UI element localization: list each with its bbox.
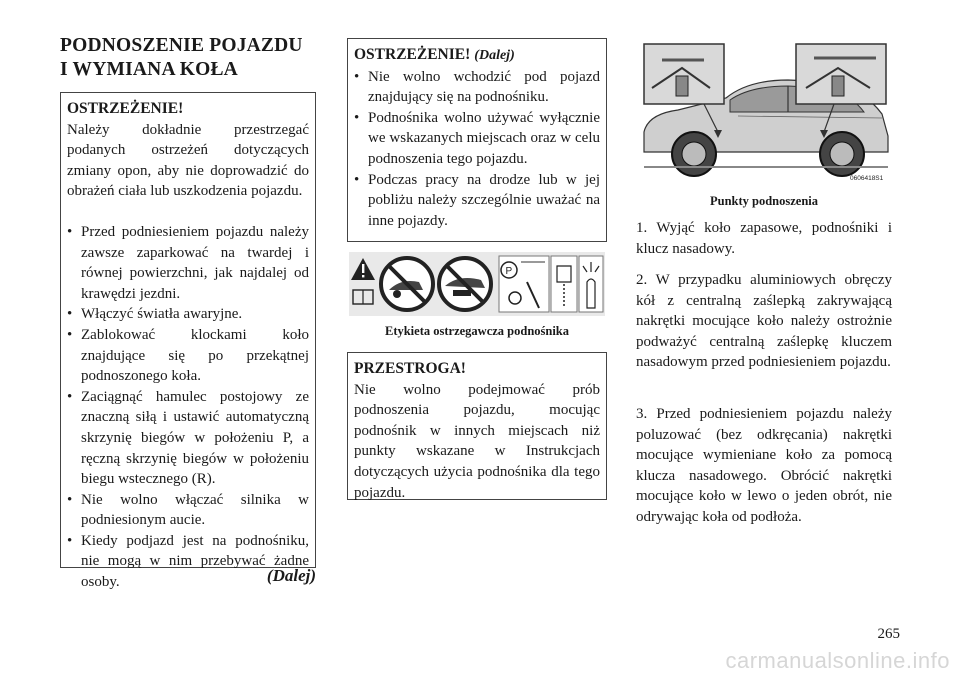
page-title bbox=[60, 34, 322, 82]
label-caption: Etykieta ostrzegawcza podnośnika bbox=[384, 324, 570, 338]
warning-item: • Nie wolno wchodzić pod pojazd znajdujący się na podnośniku. bbox=[354, 67, 600, 108]
figure-code: 0606418S1 bbox=[850, 175, 884, 182]
watermark: carmanualsonline.info bbox=[725, 648, 950, 673]
warning-heading: OSTRZEŻENIE! bbox=[67, 100, 184, 117]
warning-item: • Nie wolno włączać silnika w podniesionym aucie. bbox=[67, 490, 309, 531]
page-number: 265 bbox=[877, 626, 900, 642]
warning-item: • Podczas pracy na drodze lub w jej pobliżu należy szczególnie uważać na inne pojazdy. bbox=[354, 170, 600, 232]
hand-pointer-icon bbox=[579, 256, 603, 312]
lift-point-icon bbox=[551, 256, 577, 312]
step-2: 2. W przypadku aluminiowych obręczy kół z centralną zaślepką zakrywającą nakrętki mocujące koło należy ostrożnie podważyć centralną zaślepkę kluczem nasadowym przed podniesieniem pojazdu. bbox=[636, 272, 892, 371]
jack-position-icon bbox=[499, 256, 549, 312]
warning-item: • Zaciągnąć hamulec postojowy ze znaczną siłą i ustawić automatyczną skrzynię biegów w położeniu P, a ręczną skrzynię biegów w położeniu biegu wstecznego (R). bbox=[67, 387, 309, 490]
jacking-points-figure bbox=[638, 40, 892, 190]
warning-item: • Podnośnika wolno używać wyłącznie we wskazanych miejscach oraz w celu podnoszenia tego pojazdu. bbox=[354, 108, 600, 170]
warning-continued-box bbox=[347, 38, 607, 242]
title-line-2: I WYMIANA KOŁA bbox=[60, 59, 238, 80]
warning-item: • Kiedy podjazd jest na podnośniku, nie mogą w nim przebywać żadne osoby. bbox=[67, 531, 309, 593]
svg-text:P: P bbox=[505, 266, 513, 277]
warning-item: • Zablokować klockami koło znajdujące się po przekątnej podnoszonego koła. bbox=[67, 325, 309, 387]
warning-continued-title: OSTRZEŻENIE! bbox=[354, 46, 471, 63]
continued-label: (Dalej) bbox=[266, 566, 316, 585]
warning-item: • Włączyć światła awaryjne. bbox=[67, 304, 309, 325]
figure-caption: Punkty podnoszenia bbox=[709, 194, 819, 208]
warning-continued-tag: (Dalej) bbox=[474, 48, 515, 63]
no-person-under-jacked-car-icon bbox=[439, 258, 491, 310]
caution-box bbox=[347, 352, 607, 500]
warning-list bbox=[67, 222, 309, 593]
step-1: 1. Wyjąć koło zapasowe, podnośniki i klucz nasadowy. bbox=[636, 220, 892, 257]
warning-continued-heading bbox=[354, 45, 600, 67]
caution-text: Nie wolno podejmować prób podnoszenia pojazdu, mocując podnośnik w innych miejscach niż punkty wskazane w Instrukcjach dotyczących użycia podnośnika dla tego pojazdu. bbox=[354, 381, 600, 501]
warning-continued-list bbox=[354, 67, 600, 232]
warning-item: • Przed podniesieniem pojazdu należy zawsze zaparkować na twardej i równej powierzchni, jak najdalej od krawędzi jezdni. bbox=[67, 222, 309, 304]
caution-heading: PRZESTROGA! bbox=[354, 360, 466, 377]
jack-warning-label-image bbox=[349, 252, 605, 316]
warning-intro: Należy dokładnie przestrzegać podanych ostrzeżeń dotyczących zmiany opon, aby nie doprowadzić do obrażeń ciała lub uszkodzenia pojazdu. bbox=[67, 121, 309, 200]
no-person-under-car-icon bbox=[381, 258, 433, 310]
step-3: 3. Przed podniesieniem pojazdu należy poluzować (bez odkręcania) nakrętki mocujące wymieniane koło za pomocą klucza nasadowego. Obrócić nakrętki mocujące koło w lewo o jeden obrót, nie odrywając koła od podłoża. bbox=[636, 406, 892, 525]
warning-box bbox=[60, 92, 316, 591]
title-line-1: PODNOSZENIE POJAZDU bbox=[60, 35, 303, 56]
